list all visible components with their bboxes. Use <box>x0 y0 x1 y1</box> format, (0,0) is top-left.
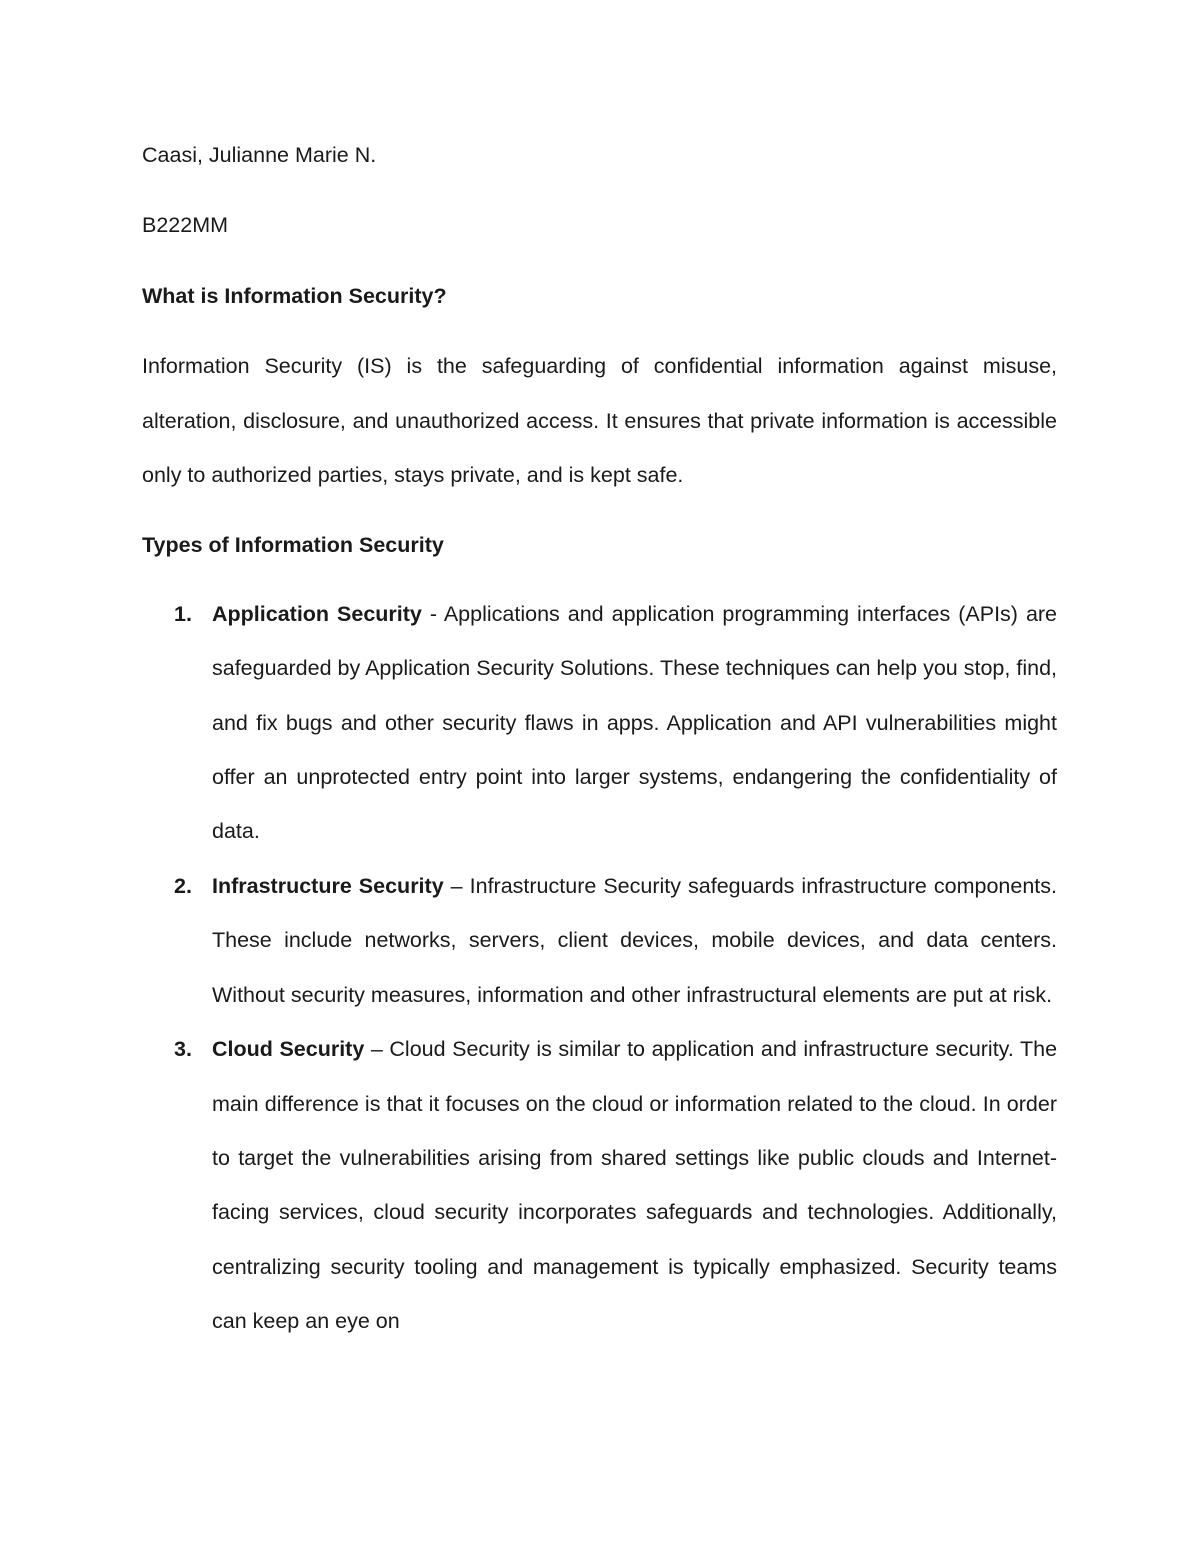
list-item-separator: - <box>421 601 444 626</box>
spacer <box>142 323 1057 339</box>
author-name: Caasi, Julianne Marie N. <box>142 143 377 167</box>
list-item-text: Cloud Security is similar to application and infrastructure security. The main difference is that it focuses on the cloud or information related to the cloud. In order to target the vulnerabilities arising from shared settings like public clouds and Internet-facing services, cloud security incorporates safeguards and technologies. Additionally, centralizing security tooling and management is typically emphasized. Security teams can keep an eye on <box>212 1037 1058 1334</box>
list-item-number: 2. <box>174 873 192 898</box>
types-list <box>142 587 1057 1349</box>
spacer <box>142 182 1057 198</box>
list-item-text: Infrastructure Security safeguards infrastructure components. These include networks, servers, client devices, mobile devices, and data centers. Without security measures, information and other infrastructural elements are put at risk. <box>212 873 1057 1007</box>
list-item <box>142 1022 1057 1348</box>
list-item-text: Applications and application programming interfaces (APIs) are safeguarded by Application Security Solutions. These techniques can help you stop, find, and fix bugs and other security flaws in apps. Application and API vulnerabilities might offer an unprotected entry point into larger systems, endangering the confidentiality of data. <box>212 601 1058 844</box>
spacer <box>142 253 1057 269</box>
intro-paragraph: Information Security (IS) is the safeguarding of confidential information against misuse, alteration, disclosure, and unauthorized access. It ensures that private information is accessible only to authorized parties, stays private, and is kept safe. <box>142 354 1057 488</box>
document-body <box>142 128 1057 1349</box>
intro-heading: What is Information Security? <box>142 283 447 308</box>
section-code: B222MM <box>142 213 229 238</box>
list-item <box>142 859 1057 1022</box>
types-heading: Types of Information Security <box>142 533 444 558</box>
list-item-number: 1. <box>174 601 192 626</box>
list-item-term: Application Security <box>212 601 422 626</box>
list-item <box>142 587 1057 859</box>
list-item-separator: – <box>443 873 470 898</box>
list-item-separator: – <box>364 1037 390 1062</box>
list-item-number: 3. <box>174 1037 192 1062</box>
list-item-term: Infrastructure Security <box>212 873 444 898</box>
list-item-term: Cloud Security <box>212 1037 365 1062</box>
spacer <box>142 502 1057 518</box>
